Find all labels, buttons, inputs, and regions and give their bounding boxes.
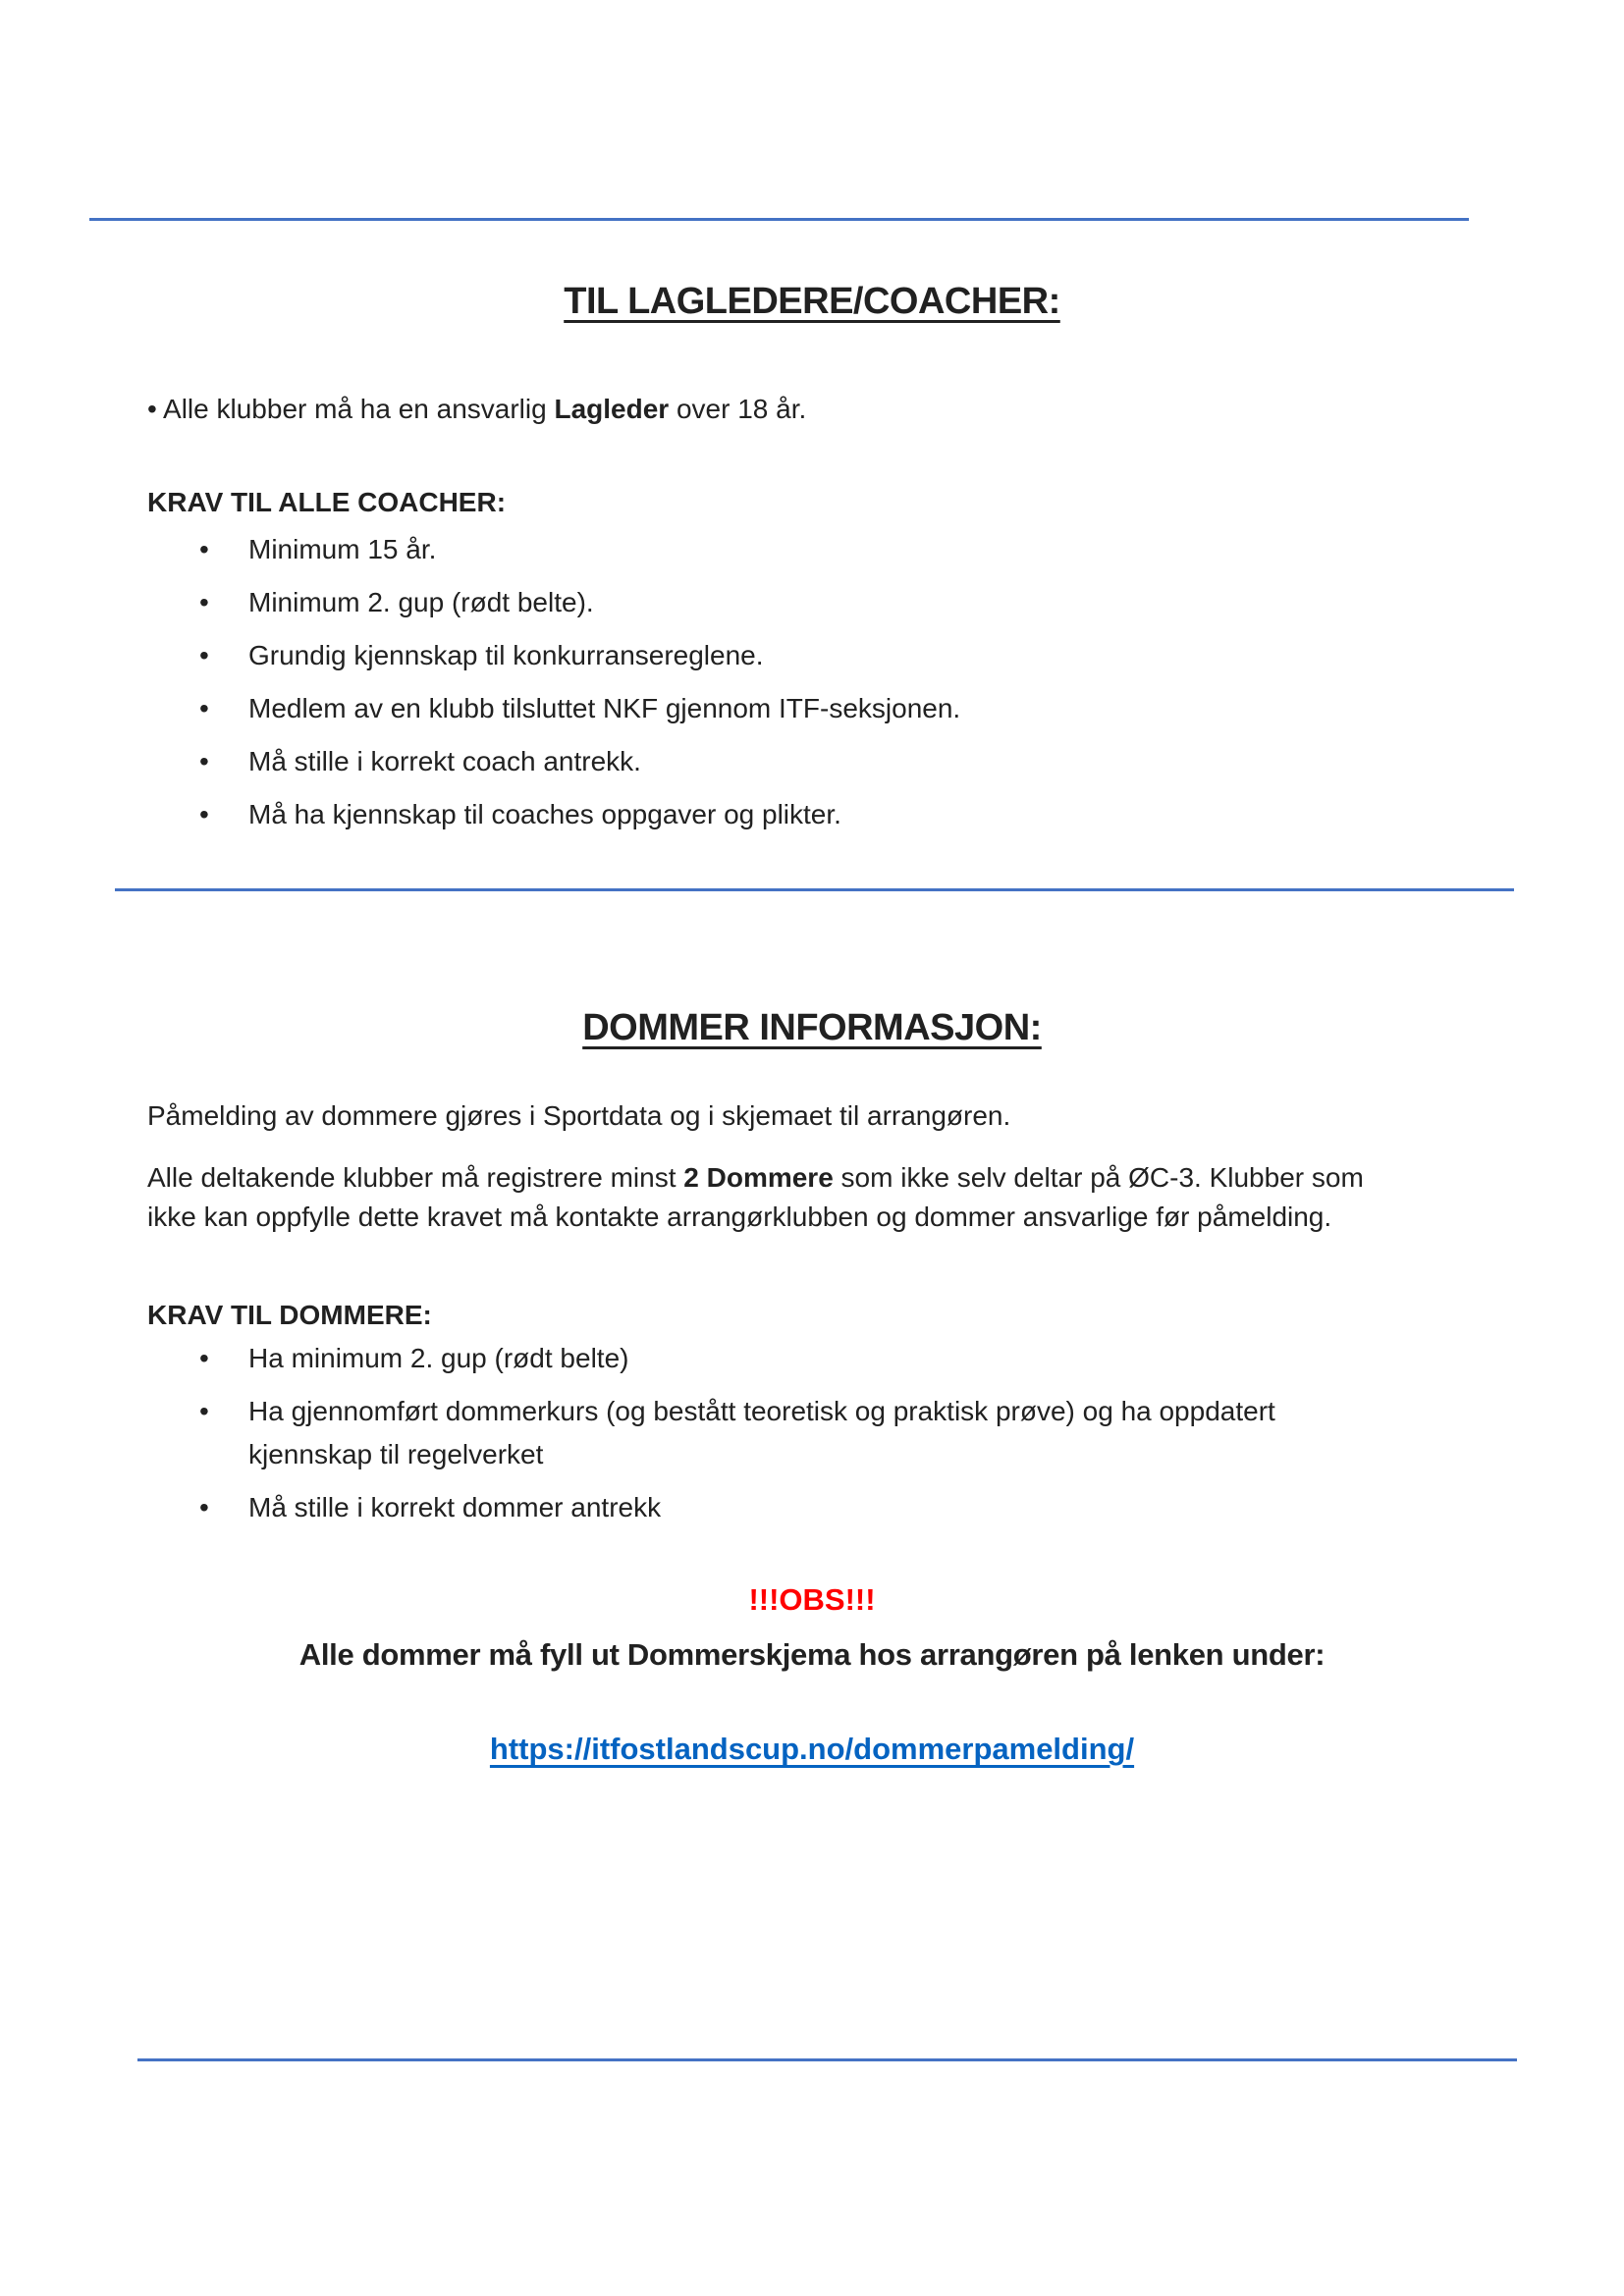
dommer-para-sportdata: Påmelding av dommere gjøres i Sportdata og i skjemaet til arrangøren. (147, 1100, 1011, 1131)
list-item: • Må stille i korrekt dommer antrekk (147, 1486, 1526, 1529)
list-item: • Må stille i korrekt coach antrekk. (147, 740, 1526, 783)
list-item: • Minimum 15 år. (147, 528, 1526, 571)
bullet-icon: • (199, 587, 209, 617)
coach-intro: • Alle klubber må ha en ansvarlig Lagleder over 18 år. (147, 394, 807, 424)
divider-top (89, 218, 1469, 221)
bullet-icon: • (199, 534, 209, 564)
bullet-icon: • (199, 1343, 209, 1373)
bullet-icon: • (199, 640, 209, 670)
list-item: • Ha gjennomført dommerkurs (og bestått teoretisk og praktisk prøve) og ha oppdatert kjennskap til regelverket (147, 1390, 1526, 1476)
bullet-icon: • (199, 1396, 209, 1426)
dommer-signup-link[interactable]: https://itfostlandscup.no/dommerpamelding/ (489, 1732, 1135, 1766)
bullet-icon: • (199, 1492, 209, 1522)
divider-middle (115, 888, 1514, 891)
dommer-link-line (0, 1732, 1624, 1767)
bullet-icon: • (199, 799, 209, 829)
list-item: • Ha minimum 2. gup (rødt belte) (147, 1337, 1526, 1380)
bullet-icon: • (199, 746, 209, 776)
dommer-requirements-list (147, 1337, 1526, 1539)
dommer-para-registration: Alle deltakende klubber må registrere minst 2 Dommere som ikke selv deltar på ØC-3. Klubber som ikke kan oppfylle dette kravet må kontakte arrangørklubben og dommer ansvarlige før påmelding. (147, 1162, 1364, 1232)
dommer-krav-heading: KRAV TIL DOMMERE: (147, 1300, 432, 1330)
coach-requirements-list (147, 528, 1526, 846)
obs-warning: !!!OBS!!! (748, 1582, 876, 1617)
coach-section-title: TIL LAGLEDERE/COACHER: (564, 281, 1060, 322)
dommer-form-instruction: Alle dommer må fyll ut Dommerskjema hos arrangøren på lenken under: (298, 1637, 1326, 1672)
list-item: • Grundig kjennskap til konkurransereglene. (147, 634, 1526, 677)
dommer-section-title: DOMMER INFORMASJON: (582, 1007, 1042, 1048)
list-item: • Minimum 2. gup (rødt belte). (147, 581, 1526, 624)
list-item: • Medlem av en klubb tilsluttet NKF gjennom ITF-seksjonen. (147, 687, 1526, 730)
coach-krav-heading: KRAV TIL ALLE COACHER: (147, 487, 507, 517)
list-item: • Må ha kjennskap til coaches oppgaver og plikter. (147, 793, 1526, 836)
bullet-icon: • (199, 693, 209, 723)
divider-bottom (137, 2058, 1517, 2061)
